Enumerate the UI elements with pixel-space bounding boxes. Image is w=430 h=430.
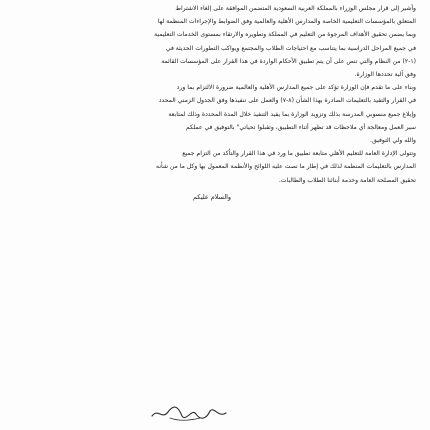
body-line: في جميع المراحل الدراسية بما يتناسب مع احتياجات الطلاب والمجتمع ويواكب التطورات الحديثة في (165, 44, 416, 52)
signature-image (148, 402, 230, 424)
body-line: وأشير إلى قرار مجلس الوزراء بالمملكة العربية السعودية المتضمن الموافقة على إلغاء الاشتراط (175, 5, 416, 12)
body-line: وبما يضمن تحقيق الأهداف المرجوة من التعليم في المملكة وتطويره والارتقاء بمستوى الخدمات التعليمية (154, 31, 416, 39)
body-line: (١-٢) من النظام والتي تنص على أن يتم تطبيق الأحكام الواردة في هذا القرار على المؤسسات القائمة (161, 57, 416, 65)
closing-line: والسلام عليكم (193, 192, 231, 201)
body-line: وبناء على ما تقدم فإن الوزارة تؤكد على جميع المدارس الأهلية والعالمية ضرورة الالتزام بما ورد (176, 84, 416, 92)
body-line: تحقيق المصلحة العامة وخدمة أبنائنا الطلاب والطالبات. (278, 176, 416, 184)
body-line: سير العمل ومعالجة أي ملاحظات قد تظهر أثناء التطبيق، وتقبلوا تحياتي" بالتوفيق في عملكم (185, 123, 416, 131)
body-line: وفق آلية تحددها الوزارة. (354, 71, 416, 79)
body-line: المدارس بالتعليمات المنظمة لذلك في إطار ما نصت عليه اللوائح والأنظمة المعمول بها وكل ما من شأنه (156, 163, 416, 171)
body-line: وتتولى الإدارة العامة للتعليم الأهلي متابعة تطبيق ما ورد في هذا القرار والتأكد من التزام جميع (182, 150, 416, 158)
body-line: والله ولي التوفيق. (370, 137, 416, 145)
body-line: في القرار والتقيد بالتعليمات الصادرة بهذا الشأن (٨-٧) والعمل على تنفيذها وفق الجدول الزمني المحدد (158, 97, 416, 105)
body-line: المتعلق بالمؤسسات التعليمية الخاصة والمدارس الأهلية والعالمية وفق الضوابط والإجراءات المنظمة لها (157, 18, 416, 26)
body-line: وإبلاغ جميع منسوبي المدرسة بذلك وتزويد الوزارة بما يفيد التنفيذ خلال المدة المحددة وذلك لمتابعة (168, 110, 416, 118)
